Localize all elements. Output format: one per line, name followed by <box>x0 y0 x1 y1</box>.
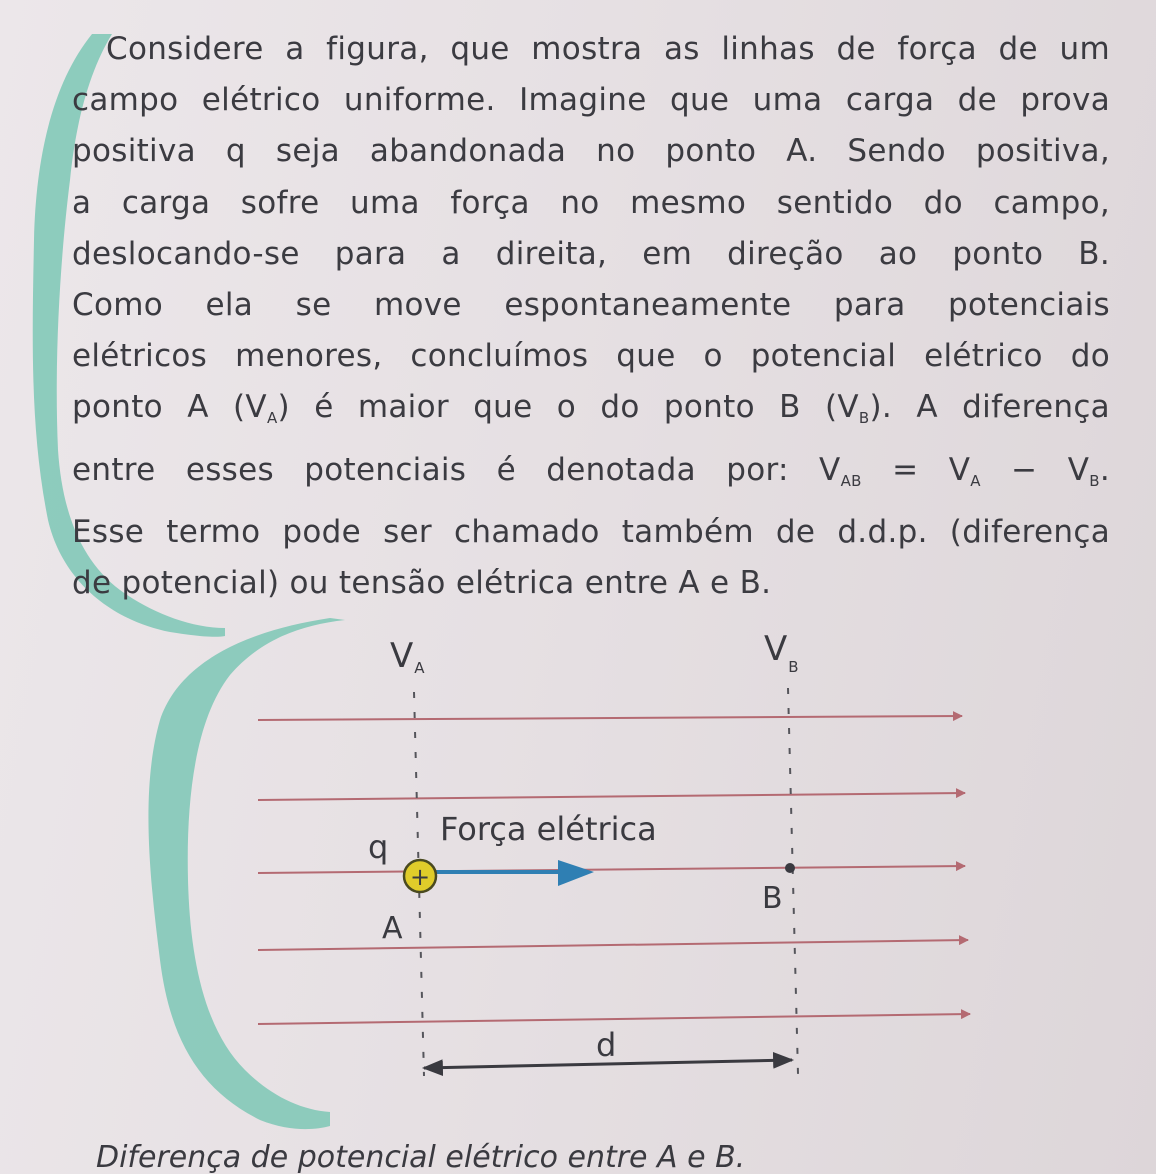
figure-caption: Diferença de potencial elétrico entre A e B. <box>96 1140 746 1174</box>
charge-sign: + <box>409 863 431 891</box>
point-a-label: A <box>382 911 403 946</box>
distance-label: d <box>596 1026 617 1064</box>
field-line-4 <box>258 940 968 950</box>
field-line-2 <box>258 793 965 800</box>
field-line-5 <box>258 1014 970 1024</box>
line9-part-a: entre esses potenciais é denotada por: V <box>72 451 841 488</box>
charge-q-label: q <box>368 828 389 866</box>
va-label-sub: A <box>414 659 425 677</box>
text-line-4: a carga sofre uma força no mesmo sentido do campo, <box>72 184 1110 221</box>
line8-part-a: ponto A (V <box>72 389 267 426</box>
line9-sub-b: B <box>1089 471 1100 490</box>
vb-label-main: V <box>764 629 788 669</box>
text-line-7: elétricos menores, concluímos que o potencial elétrico do <box>72 338 1110 375</box>
field-line-1 <box>258 716 962 720</box>
field-line-3 <box>258 866 965 873</box>
field-lines <box>258 716 970 1024</box>
line8-sub-b: B <box>858 409 870 428</box>
text-line-11: de potencial) ou tensão elétrica entre A e B. <box>72 565 772 602</box>
va-label <box>390 636 425 677</box>
vb-label <box>764 629 799 676</box>
text-line-6: Como ela se move espontaneamente para potenciais <box>72 287 1110 324</box>
line8-part-c: ). A diferença <box>869 389 1110 426</box>
line9-part-c: − V <box>980 451 1090 488</box>
text-line-2: campo elétrico uniforme. Imagine que uma carga de prova <box>72 82 1110 119</box>
text-line-3: positiva q seja abandonada no ponto A. Sendo positiva, <box>72 133 1110 170</box>
va-label-main: V <box>390 636 414 676</box>
point-b-dot <box>785 863 795 873</box>
line8-sub-a: A <box>266 409 278 428</box>
vb-label-sub: B <box>788 658 799 676</box>
line9-part-b: = V <box>861 451 971 488</box>
point-b-label: B <box>762 881 783 916</box>
force-arrow-head <box>558 860 594 886</box>
force-label: Força elétrica <box>440 810 657 848</box>
line9-sub-ab: AB <box>840 471 862 490</box>
line9-part-d: . <box>1099 451 1111 488</box>
text-line-10: Esse termo pode ser chamado também de d.d.p. (diferença <box>72 513 1110 550</box>
text-line-1: Considere a figura, que mostra as linhas de força de um <box>106 31 1110 67</box>
line9-sub-a: A <box>970 471 981 490</box>
line8-part-b: ) é maior que o do ponto B (V <box>277 389 859 426</box>
text-line-5: deslocando-se para a direita, em direção ao ponto B. <box>72 235 1110 272</box>
